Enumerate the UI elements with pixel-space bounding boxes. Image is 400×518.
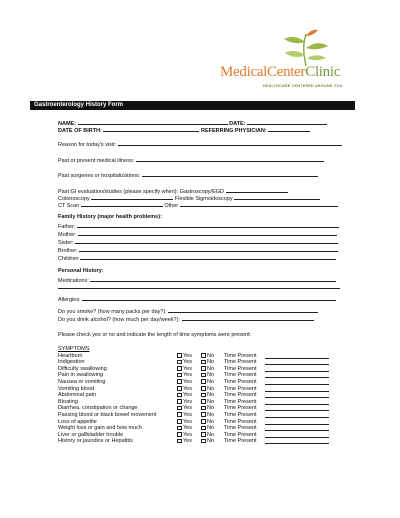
yes-checkbox[interactable] xyxy=(177,432,182,437)
time-present-label: Time Present xyxy=(224,352,257,359)
symptom-row xyxy=(58,432,348,439)
family-history-heading: Family History (major health problems): xyxy=(58,214,162,220)
allergies-label: Allergies: xyxy=(58,297,81,303)
yes-checkbox[interactable] xyxy=(177,419,182,424)
symptom-row xyxy=(58,366,348,373)
other-label: Other xyxy=(164,203,179,209)
symptoms-rows xyxy=(58,353,348,445)
yes-label: Yes xyxy=(183,411,192,418)
time-present-label: Time Present xyxy=(224,359,257,366)
brother-field[interactable] xyxy=(79,246,338,252)
no-checkbox[interactable] xyxy=(201,373,206,378)
yes-label: Yes xyxy=(183,392,192,399)
symptom-row xyxy=(58,392,348,399)
no-label: No xyxy=(207,365,215,372)
symptoms-table xyxy=(58,346,348,445)
sister-field[interactable] xyxy=(75,238,338,244)
allergies-row xyxy=(58,295,336,304)
no-checkbox[interactable] xyxy=(201,439,206,444)
no-checkbox[interactable] xyxy=(201,360,206,365)
physician-label: REFERRING PHYSICIAN: xyxy=(200,128,267,134)
yes-checkbox[interactable] xyxy=(177,379,182,384)
symptom-label: Indigestion xyxy=(58,359,85,366)
no-checkbox[interactable] xyxy=(201,393,206,398)
medications-field[interactable] xyxy=(90,276,336,282)
alcohol-row xyxy=(58,315,314,324)
physician-field[interactable] xyxy=(268,126,310,132)
yes-checkbox[interactable] xyxy=(177,439,182,444)
symptom-row xyxy=(58,372,348,379)
egd-field[interactable] xyxy=(226,187,288,193)
yes-label: Yes xyxy=(183,378,192,385)
no-label: No xyxy=(207,438,215,445)
dob-physician-row xyxy=(58,126,310,135)
symptom-label: Loss of appetite xyxy=(58,418,97,425)
no-label: No xyxy=(207,431,215,438)
symptom-label: Difficulty swallowing xyxy=(58,365,107,372)
symptom-row xyxy=(58,438,348,445)
children-label: Children xyxy=(58,256,79,262)
medications-row xyxy=(58,276,336,285)
ct-field[interactable] xyxy=(81,201,163,207)
no-checkbox[interactable] xyxy=(201,386,206,391)
ct-row xyxy=(58,201,338,210)
sister-label: Sister: xyxy=(58,240,74,246)
medications-extra-line[interactable] xyxy=(58,288,340,289)
gi-eval-label: Past GI evaluation/studies (please specify when): Gastroscopy/EGD xyxy=(58,189,224,195)
symptom-label: Weight loss or gain and how much xyxy=(58,425,142,432)
symptom-row xyxy=(58,405,348,412)
illness-field[interactable] xyxy=(136,156,324,162)
yes-checkbox[interactable] xyxy=(177,406,182,411)
dob-field[interactable] xyxy=(103,126,199,132)
brand-name-part2: Clinic xyxy=(305,64,341,80)
yes-label: Yes xyxy=(183,365,192,372)
yes-label: Yes xyxy=(183,352,192,359)
flex-sig-field[interactable] xyxy=(234,194,320,200)
time-present-label: Time Present xyxy=(224,438,257,445)
symptom-row xyxy=(58,425,348,432)
symptom-label: Abdominal pain xyxy=(58,392,96,399)
brother-label: Brother: xyxy=(58,248,78,254)
symptom-label: Passing blood or black bowel movement xyxy=(58,411,157,418)
no-label: No xyxy=(207,405,215,412)
time-present-label: Time Present xyxy=(224,392,257,399)
symptom-label: Liver or gallbladder trouble xyxy=(58,431,124,438)
date-label: DATE: xyxy=(229,121,246,127)
time-present-label: Time Present xyxy=(224,411,257,418)
time-present-label: Time Present xyxy=(224,425,257,432)
no-checkbox[interactable] xyxy=(201,412,206,417)
brand-name-part1: MedicalCenter xyxy=(220,64,306,80)
symptom-row xyxy=(58,353,348,360)
time-present-label: Time Present xyxy=(224,372,257,379)
yes-label: Yes xyxy=(183,359,192,366)
brand-name xyxy=(220,64,340,81)
yes-checkbox[interactable] xyxy=(177,373,182,378)
time-present-label: Time Present xyxy=(224,378,257,385)
symptom-label: Bloating xyxy=(58,398,78,405)
mother-field[interactable] xyxy=(78,230,337,236)
personal-history-heading: Personal History: xyxy=(58,268,104,274)
yes-checkbox[interactable] xyxy=(177,366,182,371)
time-present-label: Time Present xyxy=(224,418,257,425)
clinic-logo xyxy=(218,28,360,100)
name-label: NAME: xyxy=(58,121,77,127)
yes-checkbox[interactable] xyxy=(177,360,182,365)
no-checkbox[interactable] xyxy=(201,406,206,411)
instruction-text: Please check yes or no and indicate the length of time symptoms were present: xyxy=(58,332,252,338)
no-label: No xyxy=(207,392,215,399)
surgeries-label: Past surgeries or hospitalizations: xyxy=(58,173,141,179)
reason-label: Reason for today's visit: xyxy=(58,142,117,148)
children-field[interactable] xyxy=(80,254,336,260)
time-present-label: Time Present xyxy=(224,405,257,412)
no-label: No xyxy=(207,372,215,379)
yes-checkbox[interactable] xyxy=(177,412,182,417)
illness-row xyxy=(58,156,324,165)
yes-label: Yes xyxy=(183,431,192,438)
symptom-label: Pain in swallowing xyxy=(58,372,103,379)
children-row xyxy=(58,254,336,263)
flex-sig-label: Flexible Sigmoidoscopy xyxy=(174,196,233,202)
colonoscopy-label: Colonoscopy xyxy=(58,196,90,202)
no-label: No xyxy=(207,378,215,385)
other-field[interactable] xyxy=(180,201,338,207)
yes-label: Yes xyxy=(183,372,192,379)
medications-label: Medications: xyxy=(58,278,89,284)
yes-label: Yes xyxy=(183,438,192,445)
brand-tagline: HEALTHCARE CENTERED AROUND YOU xyxy=(263,84,343,88)
symptom-row xyxy=(58,359,348,366)
alcohol-label: Do you drink alcohol? (how much per day/week?): xyxy=(58,317,180,323)
no-label: No xyxy=(207,411,215,418)
reason-field[interactable] xyxy=(118,140,342,146)
symptom-row xyxy=(58,419,348,426)
colonoscopy-field[interactable] xyxy=(91,194,173,200)
yes-label: Yes xyxy=(183,405,192,412)
symptom-label: Diarrhea, constipation or change xyxy=(58,405,138,412)
no-label: No xyxy=(207,385,215,392)
mother-label: Mother: xyxy=(58,232,77,238)
leaf-sprig-icon xyxy=(276,28,336,68)
no-label: No xyxy=(207,398,215,405)
no-checkbox[interactable] xyxy=(201,353,206,358)
symptom-label: Vomiting blood xyxy=(58,385,95,392)
time-present-field[interactable] xyxy=(265,443,329,444)
no-label: No xyxy=(207,418,215,425)
symptom-row xyxy=(58,379,348,386)
surgeries-row xyxy=(58,171,318,180)
yes-label: Yes xyxy=(183,425,192,432)
dob-label: DATE OF BIRTH: xyxy=(58,128,102,134)
father-label: Father: xyxy=(58,224,76,230)
allergies-field[interactable] xyxy=(82,295,336,301)
symptom-row xyxy=(58,412,348,419)
yes-label: Yes xyxy=(183,398,192,405)
yes-label: Yes xyxy=(183,418,192,425)
smoke-field[interactable] xyxy=(168,307,318,313)
no-label: No xyxy=(207,352,215,359)
time-present-label: Time Present xyxy=(224,365,257,372)
no-checkbox[interactable] xyxy=(201,366,206,371)
time-present-label: Time Present xyxy=(224,398,257,405)
no-checkbox[interactable] xyxy=(201,432,206,437)
time-present-label: Time Present xyxy=(224,385,257,392)
no-checkbox[interactable] xyxy=(201,379,206,384)
no-label: No xyxy=(207,425,215,432)
date-field[interactable] xyxy=(247,119,327,125)
father-field[interactable] xyxy=(77,222,339,228)
no-checkbox[interactable] xyxy=(201,426,206,431)
yes-checkbox[interactable] xyxy=(177,393,182,398)
symptoms-heading: SYMPTOMS xyxy=(58,346,90,352)
symptom-row xyxy=(58,386,348,393)
yes-checkbox[interactable] xyxy=(177,426,182,431)
smoke-label: Do you smoke? (how many packs per day?): xyxy=(58,309,167,315)
symptom-label: Heartburn xyxy=(58,352,83,359)
alcohol-field[interactable] xyxy=(182,315,314,321)
form-title: Gastroenterology History Form xyxy=(30,101,355,110)
symptom-label: History or jaundice or Hepatitis xyxy=(58,438,133,445)
symptom-row xyxy=(58,399,348,406)
reason-row xyxy=(58,140,342,149)
yes-label: Yes xyxy=(183,385,192,392)
time-present-label: Time Present xyxy=(224,431,257,438)
illness-label: Past or present medical illness: xyxy=(58,158,135,164)
ct-label: CT Scan xyxy=(58,203,80,209)
name-field[interactable] xyxy=(78,119,228,125)
no-checkbox[interactable] xyxy=(201,419,206,424)
symptom-label: Nausea or vomiting xyxy=(58,378,106,385)
yes-checkbox[interactable] xyxy=(177,399,182,404)
no-label: No xyxy=(207,359,215,366)
surgeries-field[interactable] xyxy=(142,171,318,177)
no-checkbox[interactable] xyxy=(201,399,206,404)
yes-checkbox[interactable] xyxy=(177,386,182,391)
yes-checkbox[interactable] xyxy=(177,353,182,358)
